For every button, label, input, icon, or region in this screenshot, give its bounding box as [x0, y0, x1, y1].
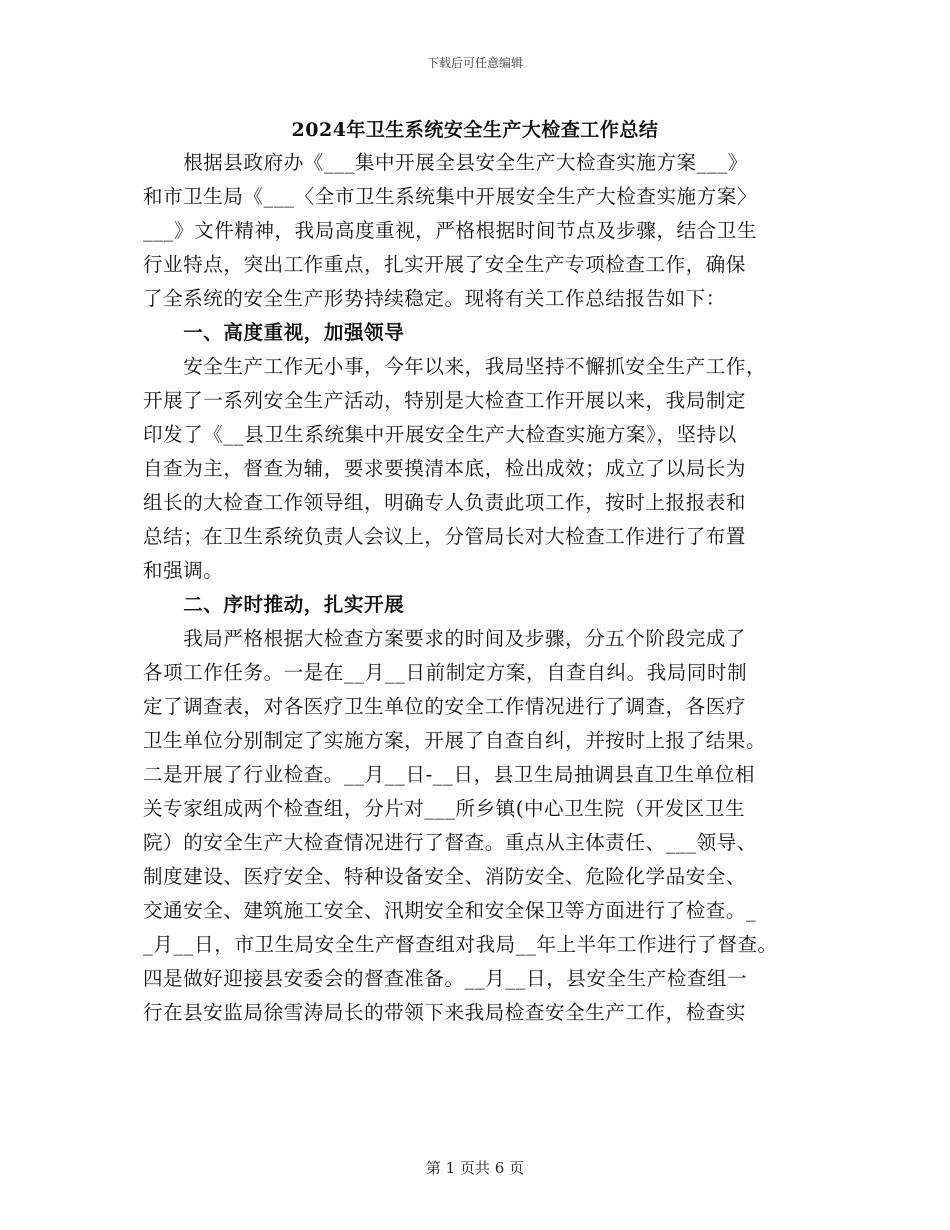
- body-line: 卫生单位分别制定了实施方案，开展了自查自纠，并按时上报了结果。: [143, 729, 767, 752]
- section-heading-2: 二、序时推动，扎实开展: [143, 593, 405, 616]
- body-line: ___》文件精神，我局高度重视，严格根据时间节点及步骤，结合卫生: [143, 219, 757, 242]
- section-heading-1: 一、高度重视，加强领导: [143, 321, 405, 344]
- body-line: 行业特点，突出工作重点，扎实开展了安全生产专项检查工作，确保: [143, 253, 747, 276]
- body-line: 组长的大检查工作领导组，明确专人负责此项工作，按时上报报表和: [143, 491, 747, 514]
- body-line: 制度建设、医疗安全、特种设备安全、消防安全、危险化学品安全、: [143, 865, 747, 888]
- body-line: 行在县安监局徐雪涛局长的带领下来我局检查安全生产工作，检查实: [143, 1001, 747, 1024]
- body-line: 和市卫生局《___〈全市卫生系统集中开展安全生产大检查实施方案〉: [143, 185, 757, 208]
- body-line: 定了调查表，对各医疗卫生单位的安全工作情况进行了调查，各医疗: [143, 695, 747, 718]
- body-line: _月__日，市卫生局安全生产督查组对我局__年上半年工作进行了督查。: [143, 933, 778, 956]
- document-body: [143, 146, 833, 1030]
- body-line: 二是开展了行业检查。__月__日-__日，县卫生局抽调县直卫生单位相: [143, 763, 755, 786]
- body-line: 总结；在卫生系统负责人会议上，分管局长对大检查工作进行了布置: [143, 525, 747, 548]
- body-line: 自查为主，督查为辅，要求要摸清本底，检出成效；成立了以局长为: [143, 457, 747, 480]
- body-line: 我局严格根据大检查方案要求的时间及步骤，分五个阶段完成了: [143, 627, 747, 650]
- body-line: 院）的安全生产大检查情况进行了督查。重点从主体责任、___领导、: [143, 831, 757, 854]
- body-line: 交通安全、建筑施工安全、汛期安全和安全保卫等方面进行了检查。_: [143, 899, 757, 922]
- body-line: 了全系统的安全生产形势持续稳定。现将有关工作总结报告如下：: [143, 287, 726, 310]
- body-line: 和强调。: [143, 559, 224, 582]
- body-line: 安全生产工作无小事，今年以来，我局坚持不懈抓安全生产工作，: [143, 355, 767, 378]
- header-note: 下载后可任意编辑: [426, 56, 523, 70]
- body-line: 印发了《__县卫生系统集中开展安全生产大检查实施方案》，坚持以: [143, 423, 737, 446]
- body-line: 各项工作任务。一是在__月__日前制定方案，自查自纠。我局同时制: [143, 661, 748, 684]
- page-number: 第 1 页共 6 页: [425, 1159, 525, 1177]
- document-title: 2024年卫生系统安全生产大检查工作总结: [291, 119, 659, 141]
- body-line: 根据县政府办《___集中开展全县安全生产大检查实施方案___》: [143, 151, 748, 174]
- body-line: 关专家组成两个检查组，分片对___所乡镇(中心卫生院（开发区卫生: [143, 797, 746, 820]
- body-line: 开展了一系列安全生产活动，特别是大检查工作开展以来，我局制定: [143, 389, 747, 412]
- body-line: 四是做好迎接县安委会的督查准备。__月__日，县安全生产检查组一: [143, 967, 748, 990]
